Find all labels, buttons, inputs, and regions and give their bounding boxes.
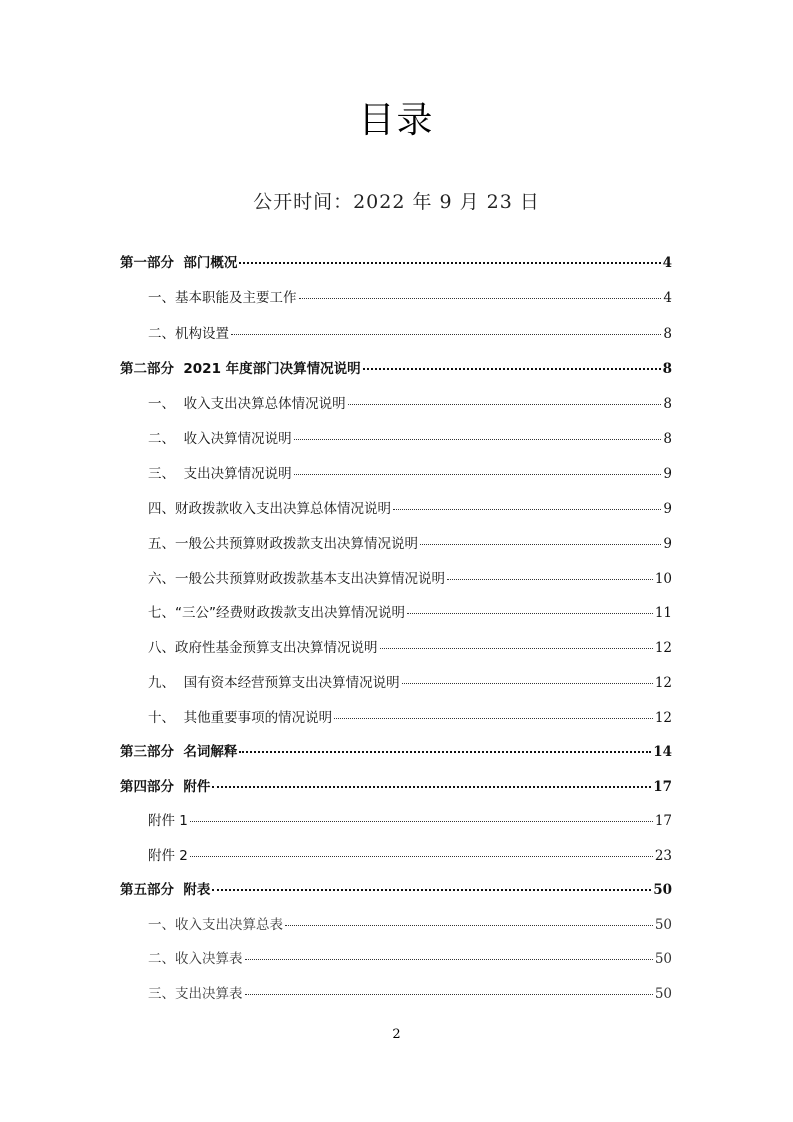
toc-entry[interactable] (148, 323, 672, 345)
toc-entry-label: 九、 国有资本经营预算支出决算情况说明 (148, 675, 400, 691)
toc-entry-label: 第五部分 附表 (120, 882, 211, 898)
toc-entry[interactable] (148, 428, 672, 450)
toc-entry-label: 二、 收入决算情况说明 (148, 431, 292, 447)
toc-entry[interactable] (148, 568, 672, 590)
publish-date: 公开时间：2022 年 9 月 23 日 (253, 191, 540, 213)
toc-entry[interactable] (148, 393, 672, 415)
toc-entry-label: 八、政府性基金预算支出决算情况说明 (148, 640, 378, 656)
dot-leader (294, 438, 662, 440)
toc-entry[interactable] (148, 845, 672, 867)
toc-entry-label: 第三部分 名词解释 (120, 744, 238, 760)
toc-entry-page: 11 (654, 605, 672, 621)
dot-leader (239, 750, 651, 753)
toc-entry-page: 9 (663, 536, 672, 552)
dot-leader (299, 297, 662, 299)
toc-entry[interactable] (148, 810, 672, 832)
toc-entry-page: 8 (663, 431, 672, 447)
toc-entry-page: 17 (654, 813, 672, 829)
dot-leader (363, 367, 661, 370)
toc-entry-page: 8 (662, 361, 672, 377)
dot-leader (231, 333, 661, 335)
toc-entry-page: 9 (663, 501, 672, 517)
toc-entry[interactable] (148, 914, 672, 936)
dot-leader (407, 612, 653, 614)
dot-leader (190, 855, 653, 857)
toc-entry-part2[interactable] (120, 358, 672, 380)
toc-entry[interactable] (148, 707, 672, 729)
dot-leader (380, 647, 653, 649)
dot-leader (334, 717, 653, 719)
toc-entry[interactable] (148, 463, 672, 485)
toc-entry-label: 一、 收入支出决算总体情况说明 (148, 396, 346, 412)
toc-entry[interactable] (148, 287, 672, 309)
toc-entry-part3[interactable] (120, 741, 672, 763)
dot-leader (393, 508, 661, 510)
toc-entry-page: 9 (663, 466, 672, 482)
toc-entry-page: 12 (654, 675, 672, 691)
dot-leader (212, 888, 651, 891)
toc-entry-label: 第一部分 部门概况 (120, 255, 238, 271)
dot-leader (239, 261, 660, 264)
dot-leader (190, 820, 653, 822)
toc-entry-label: 附件 2 (148, 848, 188, 864)
dot-leader (294, 473, 662, 475)
toc-entry-label: 一、基本职能及主要工作 (148, 290, 297, 306)
page-title: 目录 (358, 100, 435, 141)
toc-entry[interactable] (148, 983, 672, 1005)
toc-entry-part5[interactable] (120, 879, 672, 901)
dot-leader (420, 543, 661, 545)
toc-entry[interactable] (148, 498, 672, 520)
toc-entry[interactable] (148, 602, 672, 624)
toc-entry-page: 14 (653, 744, 672, 760)
toc-entry[interactable] (148, 533, 672, 555)
toc-entry-label: 六、一般公共预算财政拨款基本支出决算情况说明 (148, 571, 445, 587)
dot-leader (348, 403, 662, 405)
toc-entry-label: 一、收入支出决算总表 (148, 917, 283, 933)
toc-entry-label: 二、收入决算表 (148, 951, 243, 967)
toc-entry-label: 第二部分 2021 年度部门决算情况说明 (120, 361, 361, 377)
toc-entry-label: 十、 其他重要事项的情况说明 (148, 710, 333, 726)
toc-entry-page: 8 (663, 326, 672, 342)
toc-entry-page: 8 (663, 396, 672, 412)
dot-leader (285, 924, 653, 926)
dot-leader (447, 578, 653, 580)
toc-entry-label: 附件 1 (148, 813, 188, 829)
toc-entry-page: 4 (662, 255, 672, 271)
toc-entry-page: 12 (654, 640, 672, 656)
dot-leader (212, 785, 651, 788)
toc-entry-page: 23 (654, 848, 672, 864)
toc-entry-page: 50 (654, 917, 672, 933)
toc-entry-label: 五、一般公共预算财政拨款支出决算情况说明 (148, 536, 418, 552)
dot-leader (245, 958, 653, 960)
toc-entry-label: 三、 支出决算情况说明 (148, 466, 292, 482)
toc-entry-label: 三、支出决算表 (148, 986, 243, 1002)
toc-entry-label: 四、财政拨款收入支出决算总体情况说明 (148, 501, 391, 517)
toc-entry[interactable] (148, 672, 672, 694)
toc-entry-page: 17 (653, 779, 672, 795)
toc-entry-page: 10 (654, 571, 672, 587)
toc-entry-label: 第四部分 附件 (120, 779, 211, 795)
page-number: 2 (392, 1027, 401, 1042)
toc-entry-part1[interactable] (120, 252, 672, 274)
toc-entry[interactable] (148, 948, 672, 970)
toc-entry-label: 二、机构设置 (148, 326, 229, 342)
dot-leader (245, 993, 653, 995)
dot-leader (402, 682, 653, 684)
toc-entry-page: 12 (654, 710, 672, 726)
toc-entry-page: 4 (663, 290, 672, 306)
toc-entry-label: 七、“三公”经费财政拨款支出决算情况说明 (148, 605, 405, 621)
toc-entry-page: 50 (654, 986, 672, 1002)
toc-entry-page: 50 (654, 951, 672, 967)
toc-entry-page: 50 (653, 882, 672, 898)
toc-entry-part4[interactable] (120, 776, 672, 798)
toc-entry[interactable] (148, 637, 672, 659)
